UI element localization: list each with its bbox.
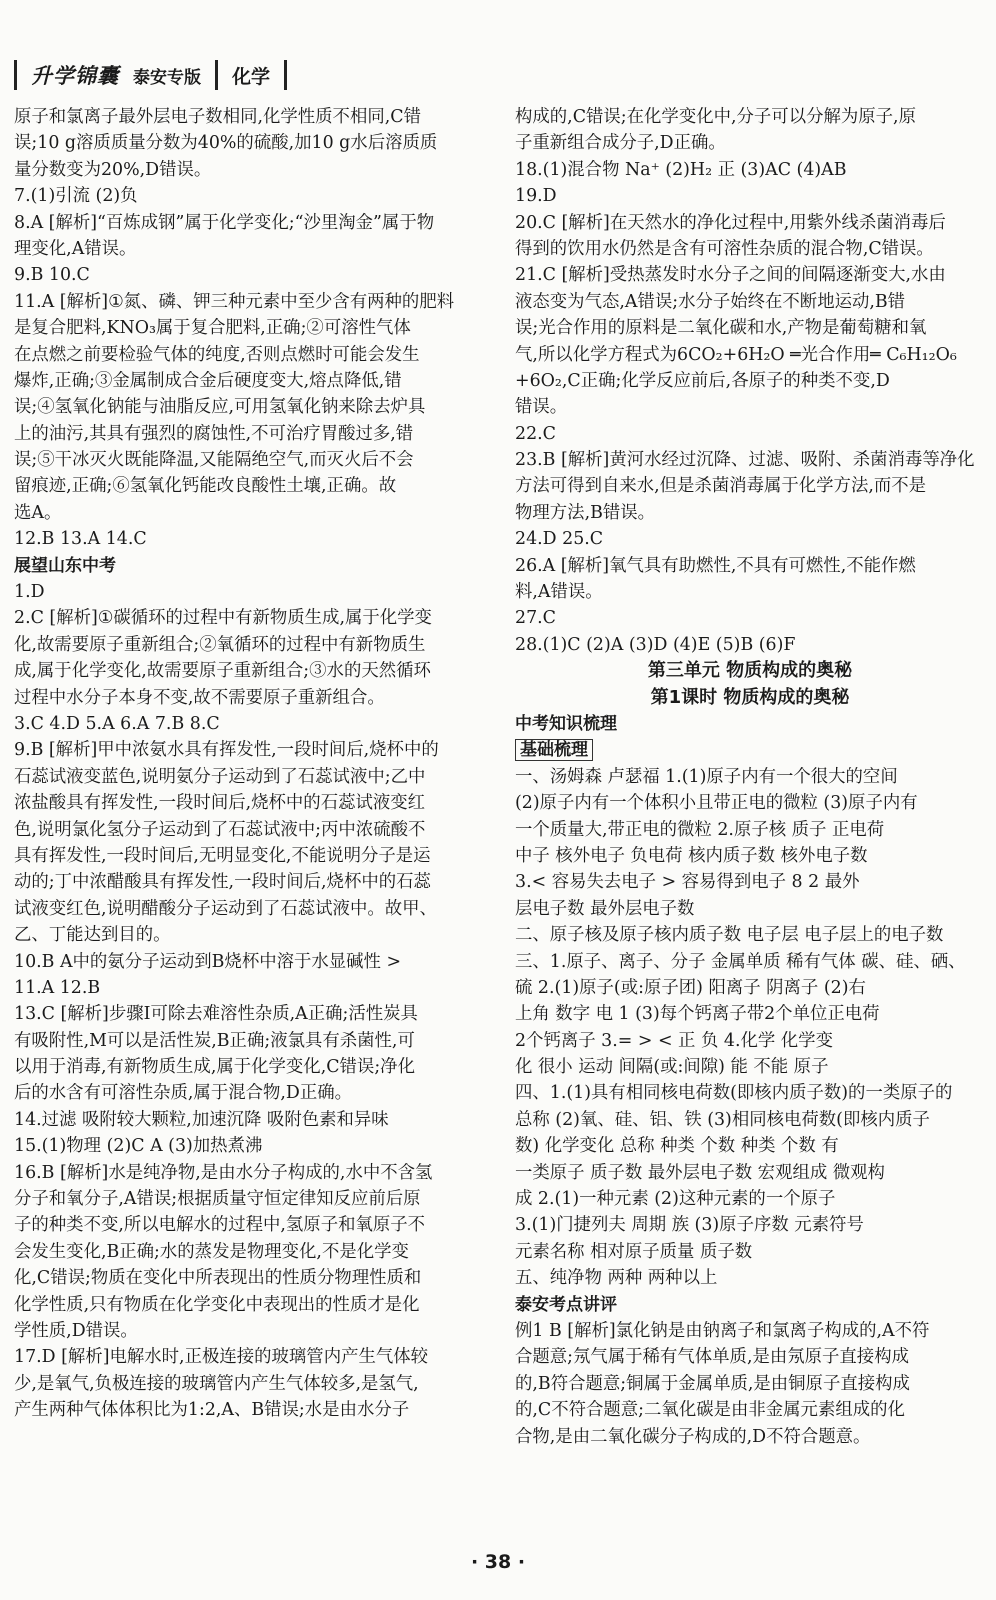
text-line: 爆炸,正确;③金属制成合金后硬度变大,熔点降低,错 [14,370,402,391]
text-line: 3.(1)门捷列夫 周期 族 (3)原子序数 元素符号 [515,1215,864,1236]
text-line: 是复合肥料,KNO₃属于复合肥料,正确;②可溶性气体 [14,318,411,339]
text-line: 化,故需要原子重新组合;②氧循环的过程中有新物质生 [14,634,426,655]
text-line: 中考知识梳理 [515,713,617,734]
text-line: 二、原子核及原子核内质子数 电子层 电子层上的电子数 [515,925,944,946]
text-line: 第三单元 物质构成的奥秘 [647,660,853,682]
text-line: 15.(1)物理 (2)C A (3)加热煮沸 [14,1136,263,1157]
text-line: 乙、丁能达到目的。 [14,925,171,946]
text-line: 子重新组合成分子,D正确。 [515,133,726,154]
text-line: 原子和氯离子最外层电子数相同,化学性质不相同,C错 [14,107,421,127]
text-line: 量分数变为20%,D错误。 [14,159,212,180]
text-line: 一类原子 质子数 最外层电子数 宏观组成 微观构 [515,1162,885,1183]
text-line: 22.C [515,423,556,444]
text-line: 27.C [515,608,556,629]
text-line: 17.D [解析]电解水时,正极连接的玻璃管内产生气体较 [14,1347,429,1368]
text-line: 的,B符合题意;铜属于金属单质,是由铜原子直接构成 [515,1373,910,1394]
text-line: 9.B [解析]甲中浓氨水具有挥发性,一段时间后,烧杯中的 [14,740,439,761]
text-line: 产生两种气体体积比为1:2,A、B错误;水是由水分子 [14,1400,410,1421]
text-line: 留痕迹,正确;⑥氢氧化钙能改良酸性土壤,正确。故 [14,476,397,497]
text-line: 3.C 4.D 5.A 6.A 7.B 8.C [14,713,220,734]
text-line: 展望山东中考 [14,555,116,576]
text-line: 26.A [解析]氧气具有助燃性,不具有可燃性,不能作燃 [515,555,916,576]
text-line: 成 2.(1)一种元素 (2)这种元素的一个原子 [515,1189,836,1210]
text-line: 料,A错误。 [515,582,603,603]
text-line: 上角 数字 电 1 (3)每个钙离子带2个单位正电荷 [515,1004,880,1025]
text-line: 泰安考点讲评 [515,1294,617,1315]
text-line: 三、1.原子、离子、分子 金属单质 稀有气体 碳、硅、硒、 [515,951,966,972]
text-line: 合物,是由二氧化碳分子构成的,D不符合题意。 [515,1426,871,1447]
text-line: 成,属于化学变化,故需要原子重新组合;③水的天然循环 [14,661,431,682]
edition-label: 泰安专版 [133,67,201,88]
text-line: 合题意;氖气属于稀有气体单质,是由氖原子直接构成 [515,1347,909,1368]
right-column [515,104,985,1450]
text-line: 3.< 容易失去电子 > 容易得到电子 8 2 最外 [515,872,860,893]
text-line: 化,C错误;物质在变化中所表现出的性质分物理性质和 [14,1268,422,1289]
text-line: 少,是氧气,负极连接的玻璃管内产生气体较多,是氢气, [14,1373,419,1394]
text-line: 1.D [14,582,45,603]
text-line: 14.过滤 吸附较大颗粒,加速沉降 吸附色素和异味 [14,1109,389,1130]
text-line: 数) 化学变化 总称 种类 个数 种类 个数 有 [515,1136,839,1157]
left-column [14,104,491,1424]
text-line: 误;⑤干冰灭火既能降温,又能隔绝空气,而灭火后不会 [14,450,414,471]
text-line: 构成的,C错误;在化学变化中,分子可以分解为原子,原 [515,107,916,127]
header-divider-end [284,60,287,90]
text-line: 总称 (2)氧、硅、铝、铁 (3)相同核电荷数(即核内质子 [515,1109,930,1130]
text-line: 21.C [解析]受热蒸发时水分子之间的间隔逐渐变大,水由 [515,265,946,286]
text-line: 13.C [解析]步骤Ⅰ可除去难溶性杂质,A正确;活性炭具 [14,1004,418,1025]
text-line: 12.B 13.A 14.C [14,529,147,550]
text-line: 上的油污,其具有强烈的腐蚀性,不可治疗胃酸过多,错 [14,423,414,444]
text-line: 子的种类不变,所以电解水的过程中,氢原子和氧原子不 [14,1215,426,1236]
text-line: 9.B 10.C [14,265,90,286]
text-line: 例1 B [解析]氯化钠是由钠离子和氯离子构成的,A不符 [515,1320,930,1341]
header-divider [215,60,218,90]
text-line: 20.C [解析]在天然水的净化过程中,用紫外线杀菌消毒后 [515,212,946,233]
text-line: 得到的饮用水仍然是含有可溶性杂质的混合物,C错误。 [515,238,934,259]
page-header [14,58,287,92]
text-line: 化 很小 运动 间隔(或:间隙) 能 不能 原子 [515,1057,829,1078]
text-line: 一、汤姆森 卢瑟福 1.(1)原子内有一个很大的空间 [515,766,898,787]
text-line: 18.(1)混合物 Na⁺ (2)H₂ 正 (3)AC (4)AB [515,159,847,180]
text-line: 具有挥发性,一段时间后,无明显变化,不能说明分子是运 [14,845,431,866]
text-line: 硫 2.(1)原子(或:原子团) 阳离子 阴离子 (2)右 [515,977,866,998]
text-line: 会发生变化,B正确;水的蒸发是物理变化,不是化学变 [14,1241,409,1262]
text-line: 11.A 12.B [14,977,101,998]
text-line: 19.D [515,186,557,207]
text-line: 28.(1)C (2)A (3)D (4)E (5)B (6)F [515,634,796,655]
text-line: 第1课时 物质构成的奥秘 [650,686,850,708]
text-line: 五、纯净物 两种 两种以上 [515,1268,718,1289]
text-line: 中子 核外电子 负电荷 核内质子数 核外电子数 [515,845,868,866]
page-number: · 38 · [470,1551,526,1573]
text-line: 理变化,A错误。 [14,238,137,259]
text-line: 学性质,D错误。 [14,1320,138,1341]
text-line: 2.C [解析]①碳循环的过程中有新物质生成,属于化学变 [14,608,432,629]
text-line: 气,所以化学方程式为6CO₂+6H₂O ═光合作用═ C₆H₁₂O₆ [515,344,957,365]
text-line: 误;④氢氧化钠能与油脂反应,可用氢氧化钠来除去炉具 [14,397,426,418]
brand-logo: 升学锦囊 [31,64,119,88]
text-line: 23.B [解析]黄河水经过沉降、过滤、吸附、杀菌消毒等净化 [515,450,975,471]
text-line: 以用于消毒,有新物质生成,属于化学变化,C错误;净化 [14,1057,415,1078]
text-line: 选A。 [14,502,62,523]
text-line: 色,说明氯化氢分子运动到了石蕊试液中;丙中浓硫酸不 [14,819,426,840]
text-line: 误;10 g溶质质量分数为40%的硫酸,加10 g水后溶质质 [14,133,438,154]
text-line: 误;光合作用的原料是二氧化碳和水,产物是葡萄糖和氧 [515,318,927,339]
text-line: 元素名称 相对原子质量 质子数 [515,1241,753,1262]
header-bar [14,60,17,90]
text-line: 试液变红色,说明醋酸分子运动到了石蕊试液中。故甲、 [14,898,437,919]
text-line: 有吸附性,M可以是活性炭,B正确;液氯具有杀菌性,可 [14,1030,415,1051]
text-line: 过程中水分子本身不变,故不需要原子重新组合。 [14,687,385,708]
text-line: 石蕊试液变蓝色,说明氨分子运动到了石蕊试液中;乙中 [14,766,426,787]
text-line: 分子和氧分子,A错误;根据质量守恒定律知反应前后原 [14,1189,421,1210]
text-line: 7.(1)引流 (2)负 [14,186,138,207]
text-line: 基础梳理 [515,737,985,763]
text-line: 后的水含有可溶性杂质,属于混合物,D正确。 [14,1083,353,1104]
text-line: 错误。 [515,397,568,418]
text-line: 层电子数 最外层电子数 [515,898,695,919]
text-line: 16.B [解析]水是纯净物,是由水分子构成的,水中不含氢 [14,1162,433,1183]
text-line: 一个质量大,带正电的微粒 2.原子核 质子 正电荷 [515,819,885,840]
text-line: 四、1.(1)具有相同核电荷数(即核内质子数)的一类原子的 [515,1083,953,1104]
text-line: 物理方法,B错误。 [515,502,656,523]
text-line: 的,C不符合题意;二氧化碳是由非金属元素组成的化 [515,1400,905,1421]
text-line: 液态变为气态,A错误;水分子始终在不断地运动,B错 [515,291,906,312]
text-line: 8.A [解析]“百炼成钢”属于化学变化;“沙里淘金”属于物 [14,212,435,233]
text-line: 动的;丁中浓醋酸具有挥发性,一段时间后,烧杯中的石蕊 [14,872,431,893]
text-line: 浓盐酸具有挥发性,一段时间后,烧杯中的石蕊试液变红 [14,793,426,814]
text-line: (2)原子内有一个体积小且带正电的微粒 (3)原子内有 [515,793,918,814]
text-line: 化学性质,只有物质在化学变化中表现出的性质才是化 [14,1294,420,1315]
text-line: 10.B A中的氨分子运动到B烧杯中溶于水显碱性 > [14,951,402,972]
text-line: 2个钙离子 3.= > < 正 负 4.化学 化学变 [515,1030,833,1051]
text-line: 在点燃之前要检验气体的纯度,否则点燃时可能会发生 [14,344,420,365]
text-line: 11.A [解析]①氮、磷、钾三种元素中至少含有两种的肥料 [14,291,455,312]
subject-label: 化学 [232,65,271,88]
text-line: 24.D 25.C [515,529,604,550]
text-line: 方法可得到自来水,但是杀菌消毒属于化学方法,而不是 [515,476,927,497]
text-line: +6O₂,C正确;化学反应前后,各原子的种类不变,D [515,370,890,391]
